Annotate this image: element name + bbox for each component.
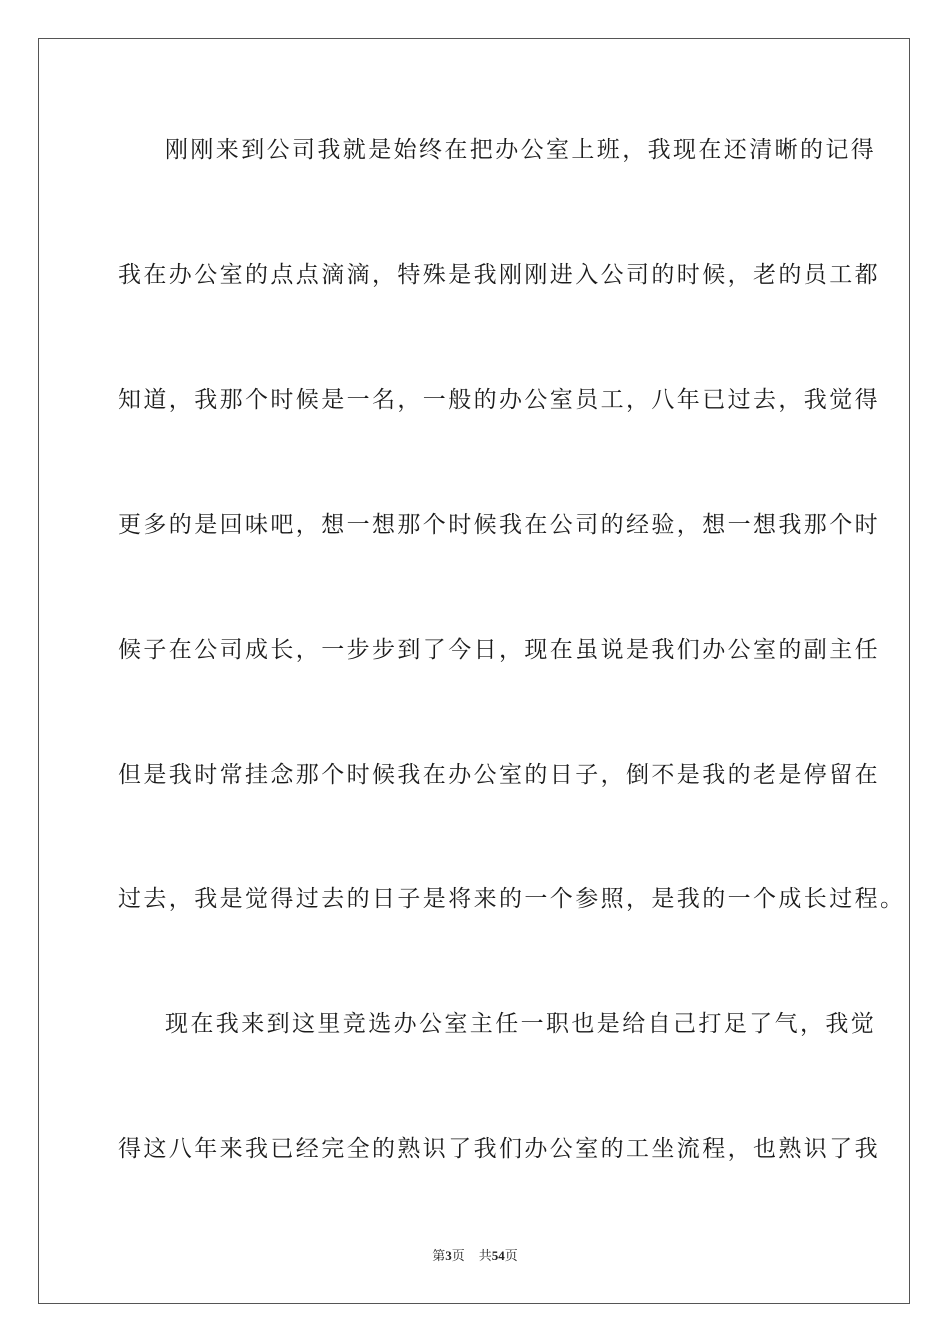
paragraph-line: 但是我时常挂念那个时候我在办公室的日子，倒不是我的老是停留在 (118, 762, 880, 788)
paragraph-line: 我在办公室的点点滴滴，特殊是我刚刚进入公司的时候，老的员工都 (118, 262, 880, 288)
paragraph-line: 更多的是回味吧，想一想那个时候我在公司的经验，想一想我那个时 (118, 512, 880, 538)
footer-page-prefix: 第 (432, 1248, 446, 1263)
footer-total-pages: 54 (491, 1248, 505, 1263)
paragraph-line: 刚刚来到公司我就是始终在把办公室上班，我现在还清晰的记得 (165, 137, 877, 163)
footer-page-suffix: 页 (451, 1248, 465, 1263)
paragraph-line: 过去，我是觉得过去的日子是将来的一个参照，是我的一个成长过程。 (118, 886, 906, 912)
paragraph-line: 现在我来到这里竞选办公室主任一职也是给自己打足了气，我觉 (165, 1011, 877, 1037)
footer-page-number: 3 (445, 1248, 452, 1263)
footer-total-suffix: 页 (504, 1248, 518, 1263)
page-border (38, 38, 910, 1304)
footer-total-prefix: 共 (478, 1248, 492, 1263)
paragraph-line: 知道，我那个时候是一名，一般的办公室员工，八年已过去，我觉得 (118, 387, 880, 413)
page-footer (0, 1247, 950, 1265)
paragraph-line: 候子在公司成长，一步步到了今日，现在虽说是我们办公室的副主任 (118, 637, 880, 663)
paragraph-line: 得这八年来我已经完全的熟识了我们办公室的工坐流程，也熟识了我 (118, 1136, 880, 1162)
